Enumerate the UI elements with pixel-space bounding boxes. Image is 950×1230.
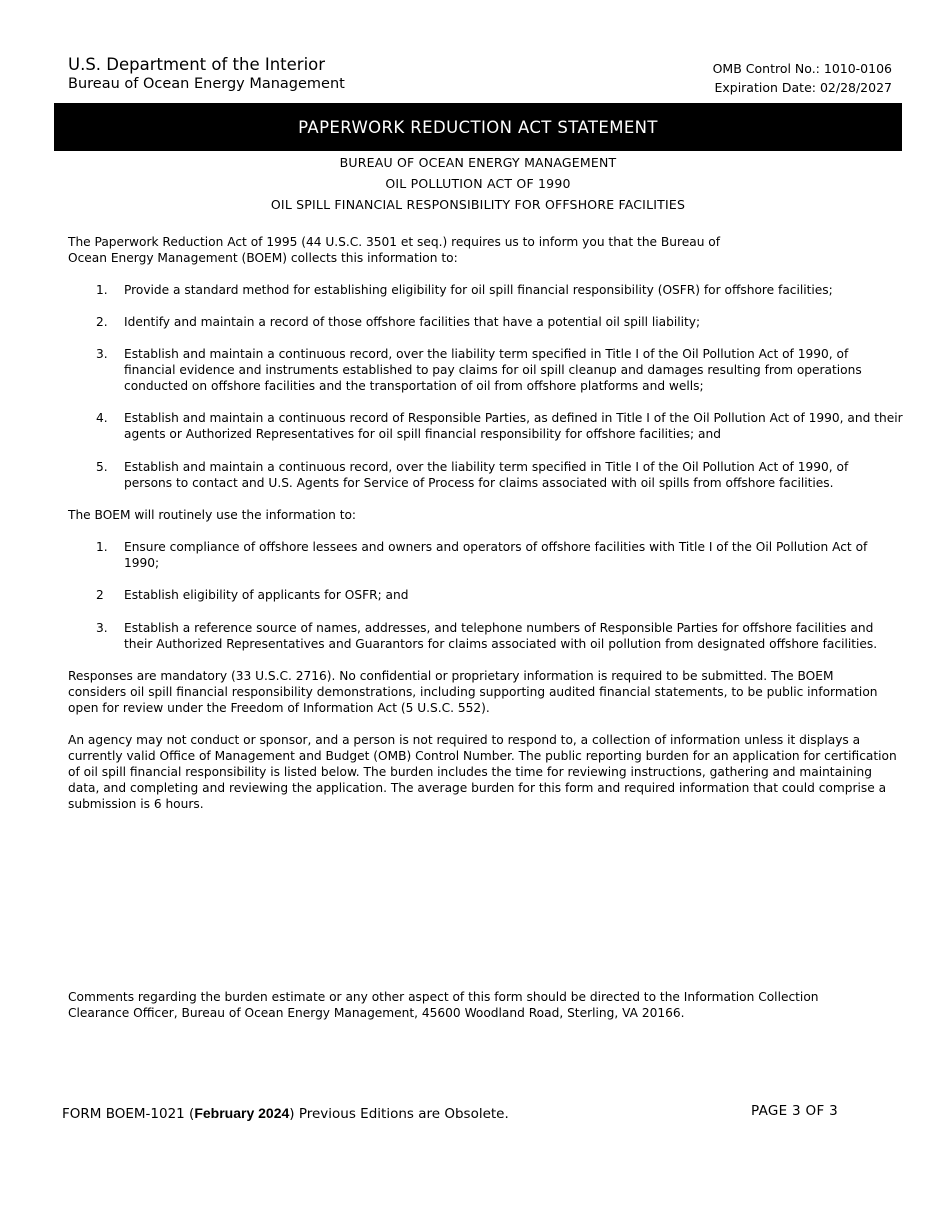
subheading-bureau: BUREAU OF OCEAN ENERGY MANAGEMENT: [339, 155, 617, 170]
list-number: 3.: [96, 347, 108, 361]
list-number: 4.: [96, 411, 108, 425]
subheading-act: OIL POLLUTION ACT OF 1990: [385, 176, 571, 191]
list-text: Establish and maintain a continuous record of Responsible Parties, as defined in Title I of the Oil Pollution Act of 1990, and their agents or Authorized Representatives for oil spill financial responsibility for offshore facilities; and: [124, 411, 903, 441]
form-title: PAPERWORK REDUCTION ACT STATEMENT: [298, 117, 658, 137]
list-text: Provide a standard method for establishing eligibility for oil spill financial responsibility (OSFR) for offshore facilities;: [124, 283, 833, 297]
collect-list-item: [96, 314, 856, 330]
intro-paragraph: The Paperwork Reduction Act of 1995 (44 U.S.C. 3501 et seq.) requires us to inform you that the Bureau of Ocean Energy Management (BOEM) collects this information to:: [68, 235, 721, 265]
collect-list-item: [96, 282, 856, 298]
list-text: Establish and maintain a continuous record, over the liability term specified in Title I of the Oil Pollution Act of 1990, of persons to contact and U.S. Agents for Service of Process for claims associated with oil spills from offshore facilities.: [124, 460, 849, 490]
subheading-subject: OIL SPILL FINANCIAL RESPONSIBILITY FOR OFFSHORE FACILITIES: [270, 197, 686, 212]
list-text: Establish eligibility of applicants for OSFR; and: [124, 588, 409, 602]
collect-list-item: [96, 459, 861, 491]
list-text: Identify and maintain a record of those offshore facilities that have a potential oil spill liability;: [124, 315, 701, 329]
form-suffix: ) Previous Editions are Obsolete.: [289, 1106, 509, 1122]
department-name: U.S. Department of the Interior: [68, 55, 326, 74]
use-list-item: [96, 539, 886, 571]
list-number: 3.: [96, 621, 108, 635]
list-number: 2: [96, 588, 104, 602]
responses-paragraph: Responses are mandatory (33 U.S.C. 2716). No confidential or proprietary information is required to be submitted. The BOEM considers oil spill financial responsibility demonstrations, including supporting audited financial statements, to be public information open for review under the Freedom of Information Act (5 U.S.C. 552).: [68, 669, 878, 715]
comments-paragraph: Comments regarding the burden estimate or any other aspect of this form should be directed to the Information Collection Clearance Officer, Bureau of Ocean Energy Management, 45600 Woodland Road, Sterling, VA 20166.: [68, 990, 819, 1020]
form-title-bar: [54, 103, 902, 151]
list-number: 5.: [96, 460, 108, 474]
list-text: Establish and maintain a continuous record, over the liability term specified in Title I of the Oil Pollution Act of 1990, of financial evidence and instruments established to pay claims for oil spill cleanup and damages resulting from operations conducted on offshore facilities and the transportation of oil from offshore platforms and wells;: [124, 347, 862, 393]
form-prefix: FORM BOEM-1021 (: [62, 1106, 195, 1122]
collect-list-item: [96, 346, 866, 394]
use-list-item: [96, 587, 886, 603]
list-number: 1.: [96, 283, 108, 297]
collect-list-item: [96, 410, 926, 442]
use-intro: The BOEM will routinely use the information to:: [68, 508, 357, 522]
list-text: Establish a reference source of names, addresses, and telephone numbers of Responsible Parties for offshore facilities and their Authorized Representatives and Guarantors for claims associated with oil pollution from designated offshore facilities.: [124, 621, 878, 651]
agency-paragraph: An agency may not conduct or sponsor, and a person is not required to respond to, a collection of information unless it displays a currently valid Office of Management and Budget (OMB) Control Number. The public reporting burden for an application for certification of oil spill financial responsibility is listed below. The burden includes the time for reviewing instructions, gathering and maintaining data, and completing and reviewing the application. The average burden for this form and required information that could comprise a submission is 6 hours.: [68, 733, 897, 811]
use-list-item: [96, 620, 896, 652]
list-number: 1.: [96, 540, 108, 554]
list-text: Ensure compliance of offshore lessees and owners and operators of offshore facilities with Title I of the Oil Pollution Act of 1990;: [124, 540, 868, 570]
omb-control-number: OMB Control No.: 1010-0106: [712, 61, 892, 76]
bureau-name: Bureau of Ocean Energy Management: [68, 76, 345, 92]
expiration-date: Expiration Date: 02/28/2027: [714, 80, 892, 95]
page-number: PAGE 3 OF 3: [751, 1103, 839, 1119]
list-number: 2.: [96, 315, 108, 329]
form-number: [62, 1105, 509, 1122]
form-date: February 2024: [194, 1105, 290, 1121]
omb-info: [713, 59, 892, 97]
